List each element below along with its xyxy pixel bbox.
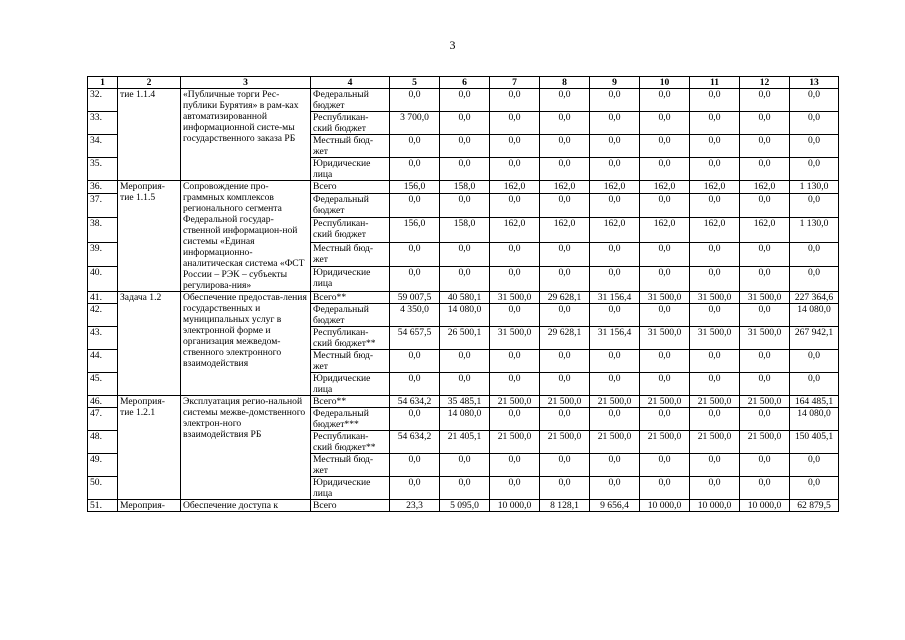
value-cell: 0,0	[390, 477, 440, 500]
event-name: Мероприя-	[118, 500, 181, 512]
value-cell: 0,0	[690, 242, 740, 267]
value-cell: 0,0	[440, 193, 490, 218]
row-number: 49.	[88, 454, 118, 477]
row-number: 35.	[88, 158, 118, 181]
value-cell: 0,0	[490, 267, 540, 292]
funding-source: Республикан-ский бюджет**	[311, 431, 390, 454]
row-number: 38.	[88, 218, 118, 243]
value-cell: 31 500,0	[740, 327, 790, 350]
value-cell: 0,0	[740, 267, 790, 292]
value-cell: 0,0	[790, 89, 839, 112]
value-cell: 21 500,0	[640, 396, 690, 408]
value-cell: 156,0	[390, 218, 440, 243]
value-cell: 0,0	[540, 158, 590, 181]
row-number: 46.	[88, 396, 118, 408]
funding-source: Всего	[311, 181, 390, 194]
row-number: 47.	[88, 408, 118, 431]
value-cell: 162,0	[590, 218, 640, 243]
value-cell: 23,3	[390, 500, 440, 512]
value-cell: 0,0	[640, 158, 690, 181]
value-cell: 21 500,0	[740, 396, 790, 408]
value-cell: 0,0	[790, 350, 839, 373]
value-cell: 0,0	[640, 135, 690, 158]
funding-source: Федеральный бюджет	[311, 193, 390, 218]
value-cell: 0,0	[590, 112, 640, 135]
row-number: 41.	[88, 292, 118, 304]
value-cell: 21 500,0	[640, 431, 690, 454]
value-cell: 4 350,0	[390, 304, 440, 327]
value-cell: 59 007,5	[390, 292, 440, 304]
value-cell: 0,0	[690, 350, 740, 373]
value-cell: 54 634,2	[390, 396, 440, 408]
value-cell: 0,0	[540, 373, 590, 396]
row-number: 39.	[88, 242, 118, 267]
header-cell: 4	[311, 77, 390, 89]
value-cell: 0,0	[790, 158, 839, 181]
value-cell: 0,0	[440, 267, 490, 292]
value-cell: 35 485,1	[440, 396, 490, 408]
row-number: 40.	[88, 267, 118, 292]
budget-table	[87, 76, 839, 512]
funding-source: Местный бюд-жет	[311, 350, 390, 373]
value-cell: 156,0	[390, 181, 440, 194]
value-cell: 0,0	[740, 350, 790, 373]
funding-source: Местный бюд-жет	[311, 242, 390, 267]
value-cell: 21 500,0	[690, 431, 740, 454]
value-cell: 0,0	[590, 267, 640, 292]
value-cell: 0,0	[490, 158, 540, 181]
event-description: Обеспечение доступа к	[181, 500, 311, 512]
value-cell: 0,0	[690, 373, 740, 396]
value-cell: 21 500,0	[740, 431, 790, 454]
value-cell: 158,0	[440, 181, 490, 194]
row-number: 50.	[88, 477, 118, 500]
page-number: 3	[449, 38, 456, 52]
value-cell: 0,0	[740, 477, 790, 500]
value-cell: 0,0	[440, 373, 490, 396]
value-cell: 0,0	[790, 477, 839, 500]
value-cell: 162,0	[490, 218, 540, 243]
value-cell: 0,0	[540, 408, 590, 431]
value-cell: 0,0	[490, 193, 540, 218]
header-cell: 5	[390, 77, 440, 89]
value-cell: 14 080,0	[790, 304, 839, 327]
value-cell: 0,0	[590, 350, 640, 373]
value-cell: 0,0	[690, 267, 740, 292]
value-cell: 0,0	[490, 89, 540, 112]
funding-source: Республикан-ский бюджет	[311, 112, 390, 135]
value-cell: 21 500,0	[590, 396, 640, 408]
value-cell: 0,0	[690, 408, 740, 431]
value-cell: 164 485,1	[790, 396, 839, 408]
funding-source: Юридические лица	[311, 477, 390, 500]
header-cell: 3	[181, 77, 311, 89]
value-cell: 0,0	[390, 267, 440, 292]
value-cell: 0,0	[440, 135, 490, 158]
value-cell: 0,0	[590, 408, 640, 431]
value-cell: 0,0	[640, 89, 690, 112]
value-cell: 0,0	[540, 454, 590, 477]
value-cell: 31 500,0	[740, 292, 790, 304]
value-cell: 162,0	[590, 181, 640, 194]
event-name: Мероприя-тие 1.1.5	[118, 181, 181, 292]
value-cell: 0,0	[490, 242, 540, 267]
value-cell: 0,0	[640, 454, 690, 477]
value-cell: 162,0	[640, 218, 690, 243]
funding-source: Республикан-ский бюджет**	[311, 327, 390, 350]
header-cell: 11	[690, 77, 740, 89]
value-cell: 31 500,0	[640, 327, 690, 350]
value-cell: 0,0	[690, 304, 740, 327]
row-number: 36.	[88, 181, 118, 194]
value-cell: 0,0	[790, 267, 839, 292]
value-cell: 0,0	[540, 350, 590, 373]
value-cell: 0,0	[540, 267, 590, 292]
value-cell: 0,0	[790, 135, 839, 158]
value-cell: 21 500,0	[540, 396, 590, 408]
value-cell: 21 500,0	[490, 431, 540, 454]
value-cell: 21 500,0	[540, 431, 590, 454]
funding-source: Местный бюд-жет	[311, 454, 390, 477]
value-cell: 0,0	[590, 193, 640, 218]
value-cell: 0,0	[690, 193, 740, 218]
event-name: тие 1.1.4	[118, 89, 181, 181]
value-cell: 0,0	[690, 454, 740, 477]
value-cell: 162,0	[540, 218, 590, 243]
funding-source: Федеральный бюджет	[311, 89, 390, 112]
value-cell: 0,0	[740, 135, 790, 158]
value-cell: 9 656,4	[590, 500, 640, 512]
value-cell: 21 405,1	[440, 431, 490, 454]
event-description: Сопровождение про-граммных комплексов регионального сегмента Федеральной государ-ственной информацион-ной системы «Единая информационно-аналитическая система «ФСТ России – РЭК – субъекты регулирова-ния»	[181, 181, 311, 292]
value-cell: 162,0	[740, 181, 790, 194]
value-cell: 0,0	[790, 112, 839, 135]
value-cell: 162,0	[690, 218, 740, 243]
value-cell: 0,0	[390, 373, 440, 396]
value-cell: 0,0	[490, 454, 540, 477]
header-cell: 9	[590, 77, 640, 89]
value-cell: 0,0	[590, 304, 640, 327]
value-cell: 0,0	[590, 242, 640, 267]
value-cell: 10 000,0	[640, 500, 690, 512]
value-cell: 0,0	[740, 304, 790, 327]
header-cell: 13	[790, 77, 839, 89]
value-cell: 26 500,1	[440, 327, 490, 350]
value-cell: 0,0	[640, 242, 690, 267]
row-number: 51.	[88, 500, 118, 512]
value-cell: 162,0	[690, 181, 740, 194]
value-cell: 0,0	[440, 112, 490, 135]
value-cell: 31 500,0	[490, 292, 540, 304]
row-number: 34.	[88, 135, 118, 158]
value-cell: 0,0	[590, 89, 640, 112]
value-cell: 0,0	[540, 112, 590, 135]
value-cell: 31 500,0	[490, 327, 540, 350]
value-cell: 0,0	[490, 112, 540, 135]
value-cell: 31 500,0	[690, 292, 740, 304]
value-cell: 1 130,0	[790, 218, 839, 243]
value-cell: 0,0	[390, 242, 440, 267]
value-cell: 0,0	[540, 135, 590, 158]
row-number: 44.	[88, 350, 118, 373]
value-cell: 0,0	[790, 193, 839, 218]
row-number: 33.	[88, 112, 118, 135]
funding-source: Юридические лица	[311, 267, 390, 292]
table-row	[88, 396, 839, 408]
value-cell: 162,0	[540, 181, 590, 194]
header-row	[88, 77, 839, 89]
funding-source: Юридические лица	[311, 158, 390, 181]
value-cell: 0,0	[690, 135, 740, 158]
value-cell: 0,0	[690, 158, 740, 181]
value-cell: 158,0	[440, 218, 490, 243]
header-cell: 10	[640, 77, 690, 89]
value-cell: 0,0	[790, 242, 839, 267]
value-cell: 227 364,6	[790, 292, 839, 304]
value-cell: 0,0	[740, 373, 790, 396]
header-cell: 8	[540, 77, 590, 89]
value-cell: 10 000,0	[490, 500, 540, 512]
value-cell: 0,0	[440, 454, 490, 477]
value-cell: 31 500,0	[640, 292, 690, 304]
value-cell: 21 500,0	[490, 396, 540, 408]
value-cell: 0,0	[740, 454, 790, 477]
table-body	[88, 89, 839, 512]
value-cell: 162,0	[640, 181, 690, 194]
value-cell: 3 700,0	[390, 112, 440, 135]
value-cell: 0,0	[440, 242, 490, 267]
value-cell: 0,0	[640, 350, 690, 373]
value-cell: 29 628,1	[540, 292, 590, 304]
header-cell: 7	[490, 77, 540, 89]
value-cell: 0,0	[740, 112, 790, 135]
value-cell: 14 080,0	[790, 408, 839, 431]
value-cell: 0,0	[440, 158, 490, 181]
value-cell: 0,0	[540, 242, 590, 267]
value-cell: 0,0	[390, 193, 440, 218]
table-row	[88, 89, 839, 112]
value-cell: 31 500,0	[690, 327, 740, 350]
value-cell: 0,0	[490, 304, 540, 327]
value-cell: 21 500,0	[690, 396, 740, 408]
value-cell: 0,0	[690, 112, 740, 135]
value-cell: 150 405,1	[790, 431, 839, 454]
value-cell: 162,0	[490, 181, 540, 194]
value-cell: 0,0	[790, 373, 839, 396]
row-number: 48.	[88, 431, 118, 454]
value-cell: 267 942,1	[790, 327, 839, 350]
value-cell: 10 000,0	[690, 500, 740, 512]
value-cell: 0,0	[490, 350, 540, 373]
value-cell: 10 000,0	[740, 500, 790, 512]
value-cell: 21 500,0	[590, 431, 640, 454]
value-cell: 0,0	[540, 304, 590, 327]
value-cell: 54 634,2	[390, 431, 440, 454]
value-cell: 0,0	[590, 158, 640, 181]
funding-source: Федеральный бюджет***	[311, 408, 390, 431]
value-cell: 0,0	[540, 193, 590, 218]
value-cell: 0,0	[640, 267, 690, 292]
value-cell: 0,0	[740, 242, 790, 267]
header-cell: 6	[440, 77, 490, 89]
row-number: 32.	[88, 89, 118, 112]
value-cell: 0,0	[390, 135, 440, 158]
value-cell: 0,0	[390, 158, 440, 181]
value-cell: 14 080,0	[440, 408, 490, 431]
row-number: 45.	[88, 373, 118, 396]
event-description: Обеспечение предостав-ления государственных и муниципальных услуг в электронной форме и организация межведом-ственного электронного взаимодействия	[181, 292, 311, 396]
value-cell: 0,0	[740, 408, 790, 431]
header-cell: 12	[740, 77, 790, 89]
header-cell: 2	[118, 77, 181, 89]
value-cell: 0,0	[440, 89, 490, 112]
value-cell: 0,0	[490, 373, 540, 396]
value-cell: 0,0	[640, 112, 690, 135]
value-cell: 29 628,1	[540, 327, 590, 350]
event-description: Эксплуатация регио-нальной системы межве-домственного электрон-ного взаимодействия РБ	[181, 396, 311, 500]
value-cell: 0,0	[740, 89, 790, 112]
value-cell: 0,0	[640, 304, 690, 327]
value-cell: 0,0	[640, 373, 690, 396]
value-cell: 40 580,1	[440, 292, 490, 304]
value-cell: 62 879,5	[790, 500, 839, 512]
value-cell: 0,0	[640, 408, 690, 431]
funding-source: Всего**	[311, 396, 390, 408]
value-cell: 0,0	[590, 135, 640, 158]
value-cell: 1 130,0	[790, 181, 839, 194]
value-cell: 0,0	[440, 477, 490, 500]
value-cell: 0,0	[690, 477, 740, 500]
value-cell: 14 080,0	[440, 304, 490, 327]
value-cell: 0,0	[390, 408, 440, 431]
row-number: 42.	[88, 304, 118, 327]
value-cell: 0,0	[640, 477, 690, 500]
event-name: Задача 1.2	[118, 292, 181, 396]
table-row	[88, 181, 839, 194]
value-cell: 0,0	[590, 454, 640, 477]
event-name: Мероприя-тие 1.2.1	[118, 396, 181, 500]
value-cell: 54 657,5	[390, 327, 440, 350]
value-cell: 8 128,1	[540, 500, 590, 512]
value-cell: 0,0	[740, 158, 790, 181]
value-cell: 0,0	[490, 477, 540, 500]
row-number: 43.	[88, 327, 118, 350]
table-row	[88, 500, 839, 512]
value-cell: 0,0	[540, 89, 590, 112]
value-cell: 0,0	[390, 454, 440, 477]
value-cell: 162,0	[740, 218, 790, 243]
value-cell: 5 095,0	[440, 500, 490, 512]
funding-source: Всего	[311, 500, 390, 512]
funding-source: Федеральный бюджет	[311, 304, 390, 327]
header-cell: 1	[88, 77, 118, 89]
funding-source: Республикан-ский бюджет	[311, 218, 390, 243]
value-cell: 0,0	[390, 89, 440, 112]
row-number: 37.	[88, 193, 118, 218]
event-description: «Публичные торги Рес-публики Бурятия» в рам-ках автоматизированной информационной систе-мы государственного заказа РБ	[181, 89, 311, 181]
value-cell: 0,0	[690, 89, 740, 112]
value-cell: 31 156,4	[590, 292, 640, 304]
funding-source: Местный бюд-жет	[311, 135, 390, 158]
value-cell: 0,0	[740, 193, 790, 218]
value-cell: 31 156,4	[590, 327, 640, 350]
value-cell: 0,0	[590, 477, 640, 500]
value-cell: 0,0	[440, 350, 490, 373]
funding-source: Юридические лица	[311, 373, 390, 396]
table-row	[88, 292, 839, 304]
value-cell: 0,0	[790, 454, 839, 477]
value-cell: 0,0	[390, 350, 440, 373]
value-cell: 0,0	[540, 477, 590, 500]
value-cell: 0,0	[640, 193, 690, 218]
value-cell: 0,0	[490, 135, 540, 158]
funding-source: Всего**	[311, 292, 390, 304]
value-cell: 0,0	[590, 373, 640, 396]
value-cell: 0,0	[490, 408, 540, 431]
